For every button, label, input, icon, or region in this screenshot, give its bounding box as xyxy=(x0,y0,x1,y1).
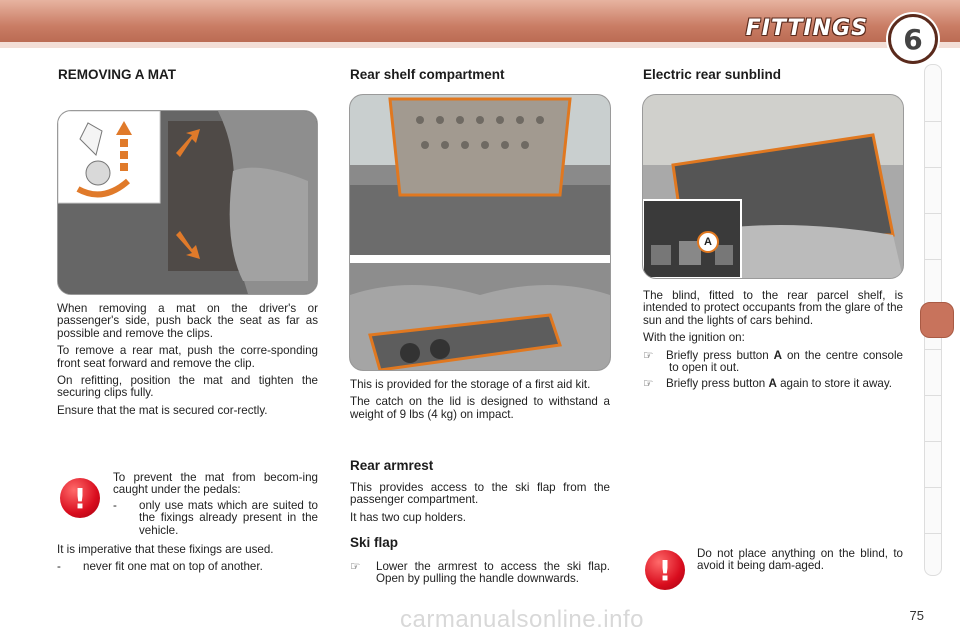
heading-electric-sunblind: Electric rear sunblind xyxy=(643,67,782,82)
button-label: A xyxy=(773,348,783,362)
list-text: Lower the armrest to access the ski flap. Open by pulling the handle downwards. xyxy=(376,560,610,586)
list-text: Briefly press button xyxy=(666,348,774,362)
col2-paragraph: The catch on the lid is designed to withstand a weight of 9 lbs (4 kg) on impact. xyxy=(350,395,610,421)
pointing-hand-icon: ☞ xyxy=(643,348,654,362)
list-text: on the centre console to open it out. xyxy=(669,348,903,375)
col2-text xyxy=(350,379,610,426)
col3-text xyxy=(643,290,903,395)
col2-skiflap-text xyxy=(350,561,610,590)
col1-text xyxy=(57,303,318,422)
col2-paragraph: It has two cup holders. xyxy=(350,510,466,524)
header-bar xyxy=(0,0,960,56)
heading-removing-mat: REMOVING A MAT xyxy=(58,67,176,82)
list-text: never fit one mat on top of another. xyxy=(83,560,263,574)
active-chapter-tab[interactable] xyxy=(920,302,954,338)
list-text: Briefly press button xyxy=(666,377,769,391)
pointing-hand-icon: ☞ xyxy=(350,560,361,573)
chapter-badge xyxy=(888,14,938,64)
chapter-title: FITTINGS xyxy=(745,16,868,41)
heading-ski-flap: Ski flap xyxy=(350,535,399,550)
warning-text: To prevent the mat from becom-ing caught under the pedals: xyxy=(113,471,318,497)
mat-photo xyxy=(57,110,318,295)
chapter-number: 6 xyxy=(903,22,923,56)
col1-paragraph: Ensure that the mat is secured cor-rectly. xyxy=(57,403,268,417)
list-item xyxy=(350,561,610,586)
col2-paragraph: This is provided for the storage of a first aid kit. xyxy=(350,378,591,391)
button-label: A xyxy=(768,377,777,391)
header-band xyxy=(0,42,960,48)
col1-paragraph: On refitting, position the mat and tighten the securing clips fully. xyxy=(57,374,318,400)
sunblind-photo xyxy=(642,94,904,279)
col1-warning-note xyxy=(113,472,318,540)
col3-paragraph: The blind, fitted to the rear parcel shelf, is intended to protect occupants from the glare of the sun and the lights of cars behind. xyxy=(643,289,903,327)
warning-list-item xyxy=(113,500,318,537)
watermark: carmanualsonline.info xyxy=(400,606,644,633)
warning-text: Do not place anything on the blind, to avoid it being dam-aged. xyxy=(697,547,903,573)
warning-text: It is imperative that these fixings are used. xyxy=(57,543,274,556)
warning-exclamation-icon: ! xyxy=(645,550,685,590)
warning-exclamation-icon: ! xyxy=(60,478,100,518)
list-marker: - xyxy=(57,560,61,574)
rear-shelf-photo xyxy=(349,94,611,371)
pointing-hand-icon: ☞ xyxy=(643,377,654,391)
col3-warning-note xyxy=(697,548,903,576)
col1-paragraph: When removing a mat on the driver's or passenger's side, push back the seat as far as possible and remove the clips. xyxy=(57,302,318,340)
col2-paragraph: This provides access to the ski flap from the passenger compartment. xyxy=(350,481,610,507)
col2-armrest-text xyxy=(350,482,610,529)
list-marker: - xyxy=(113,498,117,512)
heading-rear-shelf: Rear shelf compartment xyxy=(350,67,505,82)
button-a-callout: A xyxy=(697,231,719,253)
col1-paragraph: To remove a rear mat, push the corre-sponding front seat forward and remove the clip. xyxy=(57,344,318,370)
list-item xyxy=(643,350,903,375)
page-number: 75 xyxy=(909,608,924,623)
list-text: again to store it away. xyxy=(776,377,892,391)
list-item xyxy=(643,378,903,390)
warning-list-item xyxy=(57,561,318,573)
heading-rear-armrest: Rear armrest xyxy=(350,458,434,473)
list-text: only use mats which are suited to the fixings already present in the vehicle. xyxy=(139,498,318,537)
col1-warning-tail xyxy=(57,544,318,578)
col3-paragraph: With the ignition on: xyxy=(643,331,745,345)
